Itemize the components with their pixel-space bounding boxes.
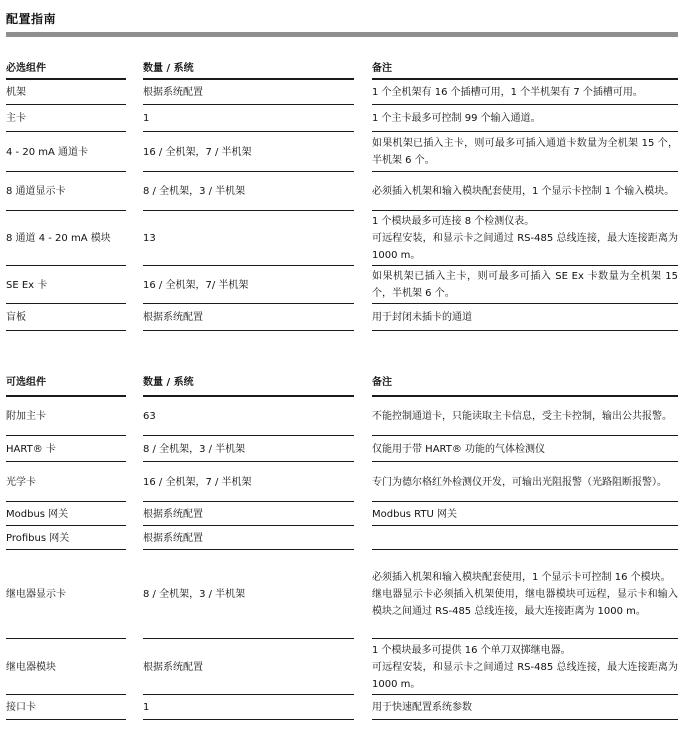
quantity-cell: 根据系统配置 <box>143 80 354 105</box>
table-row <box>6 172 678 211</box>
table-header <box>6 368 678 397</box>
notes-line: 1 个模块最多可连接 8 个检测仪表。 <box>372 216 535 227</box>
table-row <box>6 397 678 436</box>
notes-cell: 1 个全机架有 16 个插槽可用，1 个半机架有 7 个插槽可用。 <box>372 80 678 105</box>
optional-components-table <box>6 368 678 720</box>
table-row <box>6 105 678 132</box>
notes-cell <box>372 526 678 550</box>
component-cell: 继电器模块 <box>6 639 126 695</box>
notes-cell: 1 个主卡最多可控制 99 个输入通道。 <box>372 105 678 132</box>
notes-cell <box>372 550 678 639</box>
table-row <box>6 695 678 720</box>
component-cell: 8 通道 4 - 20 mA 模块 <box>6 211 126 266</box>
component-cell: 继电器显示卡 <box>6 550 126 639</box>
component-cell: 主卡 <box>6 105 126 132</box>
quantity-cell: 13 <box>143 211 354 266</box>
quantity-cell: 16 / 全机架，7/ 半机架 <box>143 266 354 304</box>
notes-cell <box>372 639 678 695</box>
table-row <box>6 526 678 550</box>
notes-cell: 必须插入机架和输入模块配套使用，1 个显示卡控制 1 个输入模块。 <box>372 172 678 211</box>
component-cell: 盲板 <box>6 304 126 331</box>
notes-cell: 如果机架已插入主卡，则可最多可插入 SE Ex 卡数量为全机架 15 个，半机架 6 个。 <box>372 266 678 304</box>
quantity-cell: 63 <box>143 397 354 436</box>
notes-cell: 专门为德尔格红外检测仪开发，可输出光阻报警（光路阻断报警）。 <box>372 462 678 502</box>
notes-cell: 仅能用于带 HART® 功能的气体检测仪 <box>372 436 678 462</box>
quantity-cell: 16 / 全机架，7 / 半机架 <box>143 132 354 172</box>
table-row <box>6 266 678 304</box>
notes-cell: Modbus RTU 网关 <box>372 502 678 526</box>
table-row <box>6 132 678 172</box>
table-row <box>6 550 678 639</box>
notes-line: 1 个模块最多可提供 16 个单刀双掷继电器。 <box>372 644 571 656</box>
table-row <box>6 639 678 695</box>
component-cell: SE Ex 卡 <box>6 266 126 304</box>
notes-cell: 用于封闭未插卡的通道 <box>372 304 678 331</box>
notes-cell <box>372 211 678 266</box>
notes-line: 继电器显示卡必须插入机架使用，继电器模块可远程，显示卡和输入模块之间通过 RS-485 总线连接，最大连接距离为 1000 m。 <box>372 589 678 617</box>
quantity-cell: 根据系统配置 <box>143 304 354 331</box>
notes-line: 必须插入机架和输入模块配套使用，1 个显示卡可控制 16 个模块。 <box>372 572 671 583</box>
column-header-notes: 备注 <box>372 56 678 80</box>
required-components-table <box>6 56 678 331</box>
notes-line: 可远程安装，和显示卡之间通过 RS-485 总线连接，最大连接距离为 1000 m。 <box>372 661 678 690</box>
quantity-cell: 根据系统配置 <box>143 526 354 550</box>
component-cell: 光学卡 <box>6 462 126 502</box>
table-row <box>6 80 678 105</box>
notes-cell: 不能控制通道卡，只能读取主卡信息，受主卡控制，输出公共报警。 <box>372 397 678 436</box>
notes-line: 可远程安装，和显示卡之间通过 RS-485 总线连接，最大连接距离为 1000 m。 <box>372 233 678 261</box>
page-title: 配置指南 <box>6 12 57 26</box>
table-row <box>6 502 678 526</box>
table-row <box>6 211 678 266</box>
table-row <box>6 462 678 502</box>
component-cell: 附加主卡 <box>6 397 126 436</box>
table-row <box>6 304 678 331</box>
component-cell: 接口卡 <box>6 695 126 720</box>
component-cell: Profibus 网关 <box>6 526 126 550</box>
component-cell: HART® 卡 <box>6 436 126 462</box>
quantity-cell: 根据系统配置 <box>143 502 354 526</box>
quantity-cell: 8 / 全机架，3 / 半机架 <box>143 436 354 462</box>
notes-cell: 如果机架已插入主卡，则可最多可插入通道卡数量为全机架 15 个，半机架 6 个。 <box>372 132 678 172</box>
component-cell: 8 通道显示卡 <box>6 172 126 211</box>
table-row <box>6 436 678 462</box>
table-header <box>6 56 678 80</box>
column-header-quantity: 数量 / 系统 <box>143 368 354 397</box>
column-header-component: 必选组件 <box>6 56 126 80</box>
quantity-cell: 1 <box>143 695 354 720</box>
component-cell: 机架 <box>6 80 126 105</box>
quantity-cell: 8 / 全机架，3 / 半机架 <box>143 550 354 639</box>
column-header-quantity: 数量 / 系统 <box>143 56 354 80</box>
quantity-cell: 16 / 全机架，7 / 半机架 <box>143 462 354 502</box>
column-header-notes: 备注 <box>372 368 678 397</box>
component-cell: Modbus 网关 <box>6 502 126 526</box>
title-rule <box>6 32 678 37</box>
quantity-cell: 1 <box>143 105 354 132</box>
quantity-cell: 8 / 全机架，3 / 半机架 <box>143 172 354 211</box>
component-cell: 4 - 20 mA 通道卡 <box>6 132 126 172</box>
column-header-component: 可选组件 <box>6 368 126 397</box>
quantity-cell: 根据系统配置 <box>143 639 354 695</box>
notes-cell: 用于快速配置系统参数 <box>372 695 678 720</box>
